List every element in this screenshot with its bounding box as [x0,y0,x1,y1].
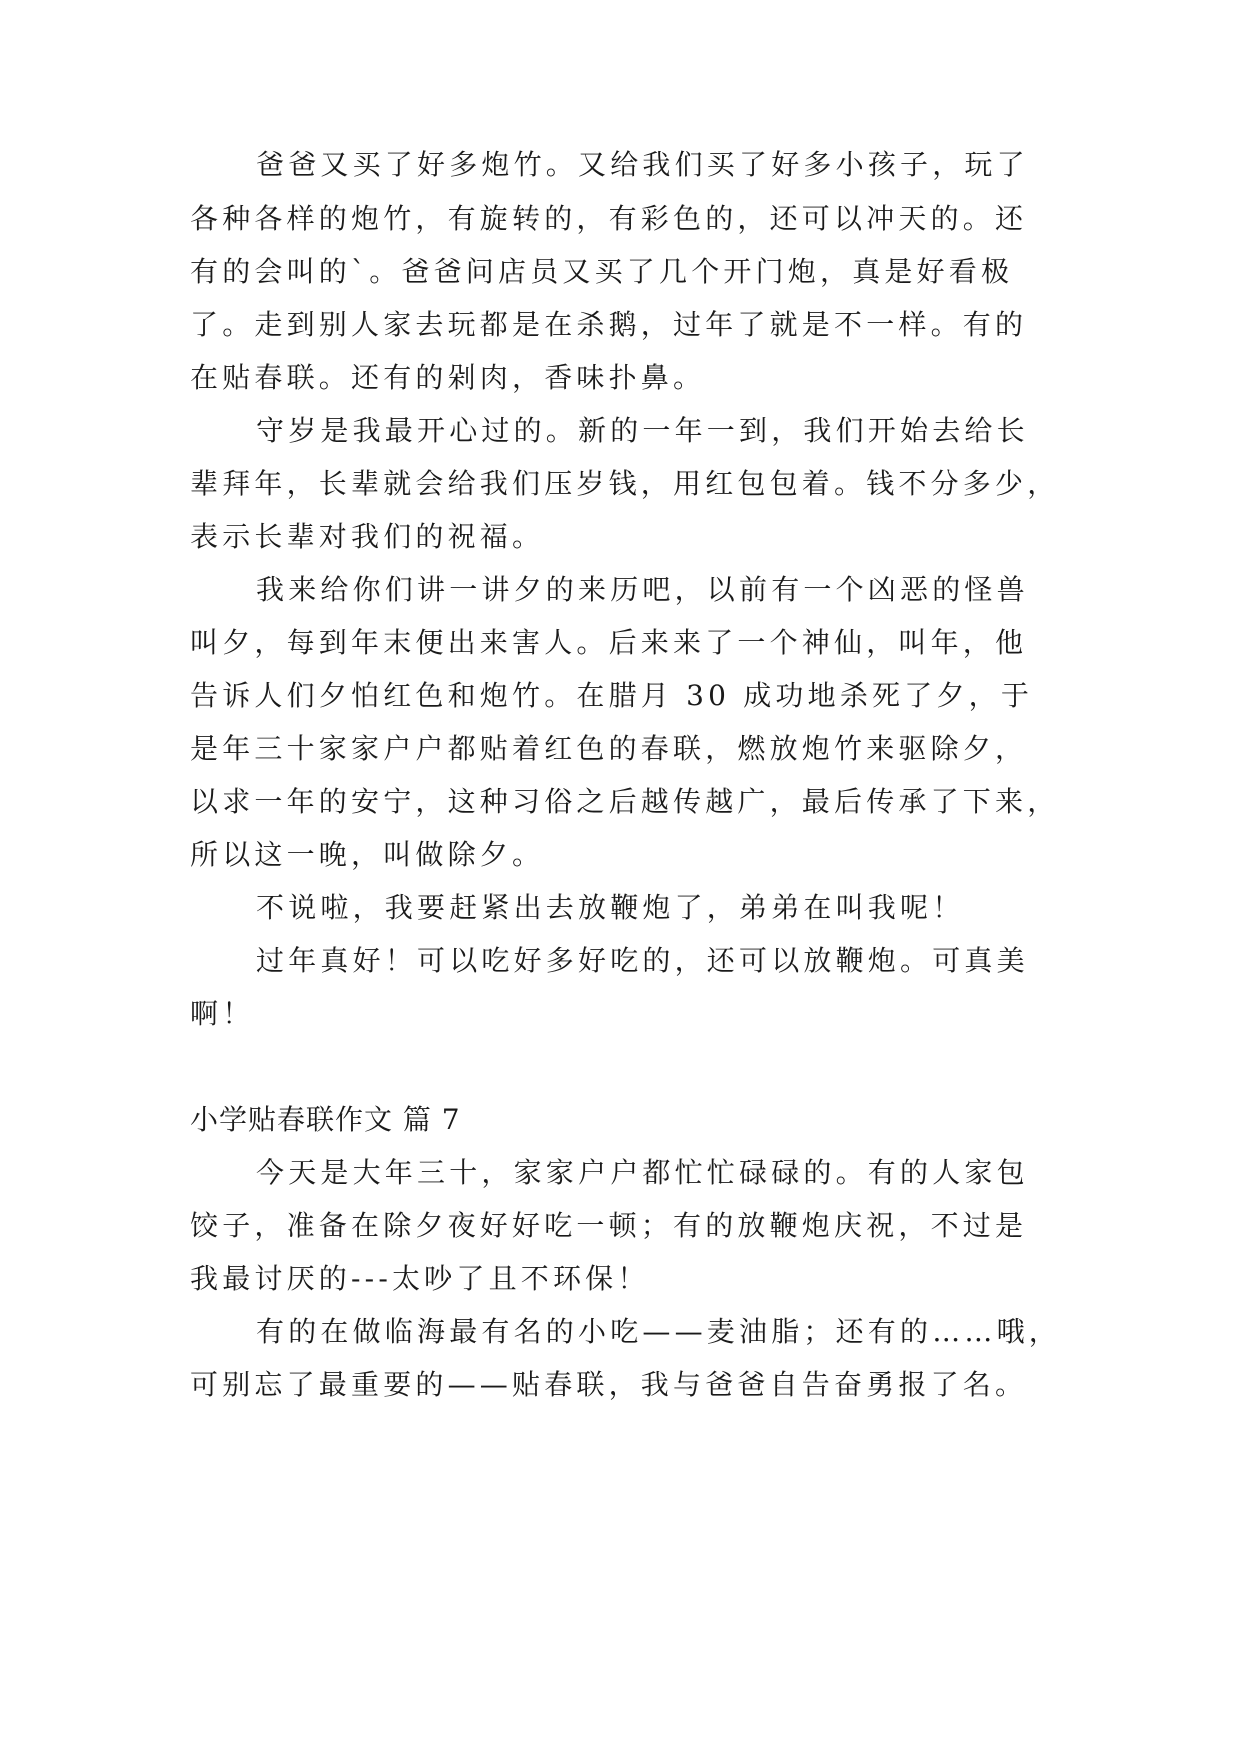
text-line: 在贴春联。还有的剁肉，香味扑鼻。 [190,361,706,394]
text-line: 以求一年的安宁，这种习俗之后越传越广，最后传承了下来， [190,785,1060,818]
text-line: 叫夕，每到年末便出来害人。后来来了一个神仙，叫年，他 [190,626,1028,659]
text-line: 啊！ [190,997,255,1030]
text-line: 守岁是我最开心过的。新的一年一到，我们开始去给长 [256,414,1029,447]
text-line: 告诉人们夕怕红色和炮竹。在腊月 30 成功地杀死了夕，于 [190,679,1034,712]
text-line: 可别忘了最重要的——贴春联，我与爸爸自告奋勇报了名。 [190,1368,1028,1401]
text-line: 辈拜年，长辈就会给我们压岁钱，用红包包着。钱不分多少， [190,467,1060,500]
section-heading: 小学贴春联作文 篇 7 [190,1103,461,1136]
text-line: 所以这一晚，叫做除夕。 [190,838,545,871]
text-line: 是年三十家家户户都贴着红色的春联，燃放炮竹来驱除夕， [190,732,1028,765]
text-line: 各种各样的炮竹，有旋转的，有彩色的，还可以冲天的。还 [190,202,1028,235]
text-line: 饺子，准备在除夕夜好好吃一顿；有的放鞭炮庆祝，不过是 [190,1209,1028,1242]
text-line: 有的会叫的`。爸爸问店员又买了几个开门炮，真是好看极 [190,255,1014,288]
text-line: 了。走到别人家去玩都是在杀鹅，过年了就是不一样。有的 [190,308,1028,341]
text-line: 表示长辈对我们的祝福。 [190,520,545,553]
text-line: 过年真好！可以吃好多好吃的，还可以放鞭炮。可真美 [256,944,1029,977]
text-line: 我最讨厌的---太吵了且不环保！ [190,1262,650,1295]
text-line: 有的在做临海最有名的小吃——麦油脂；还有的……哦， [256,1315,1062,1348]
text-line: 我来给你们讲一讲夕的来历吧，以前有一个凶恶的怪兽 [256,573,1029,606]
text-line: 不说啦，我要赶紧出去放鞭炮了，弟弟在叫我呢！ [256,891,965,924]
text-line: 爸爸又买了好多炮竹。又给我们买了好多小孩子，玩了 [256,148,1029,181]
text-line: 今天是大年三十，家家户户都忙忙碌碌的。有的人家包 [256,1156,1029,1189]
